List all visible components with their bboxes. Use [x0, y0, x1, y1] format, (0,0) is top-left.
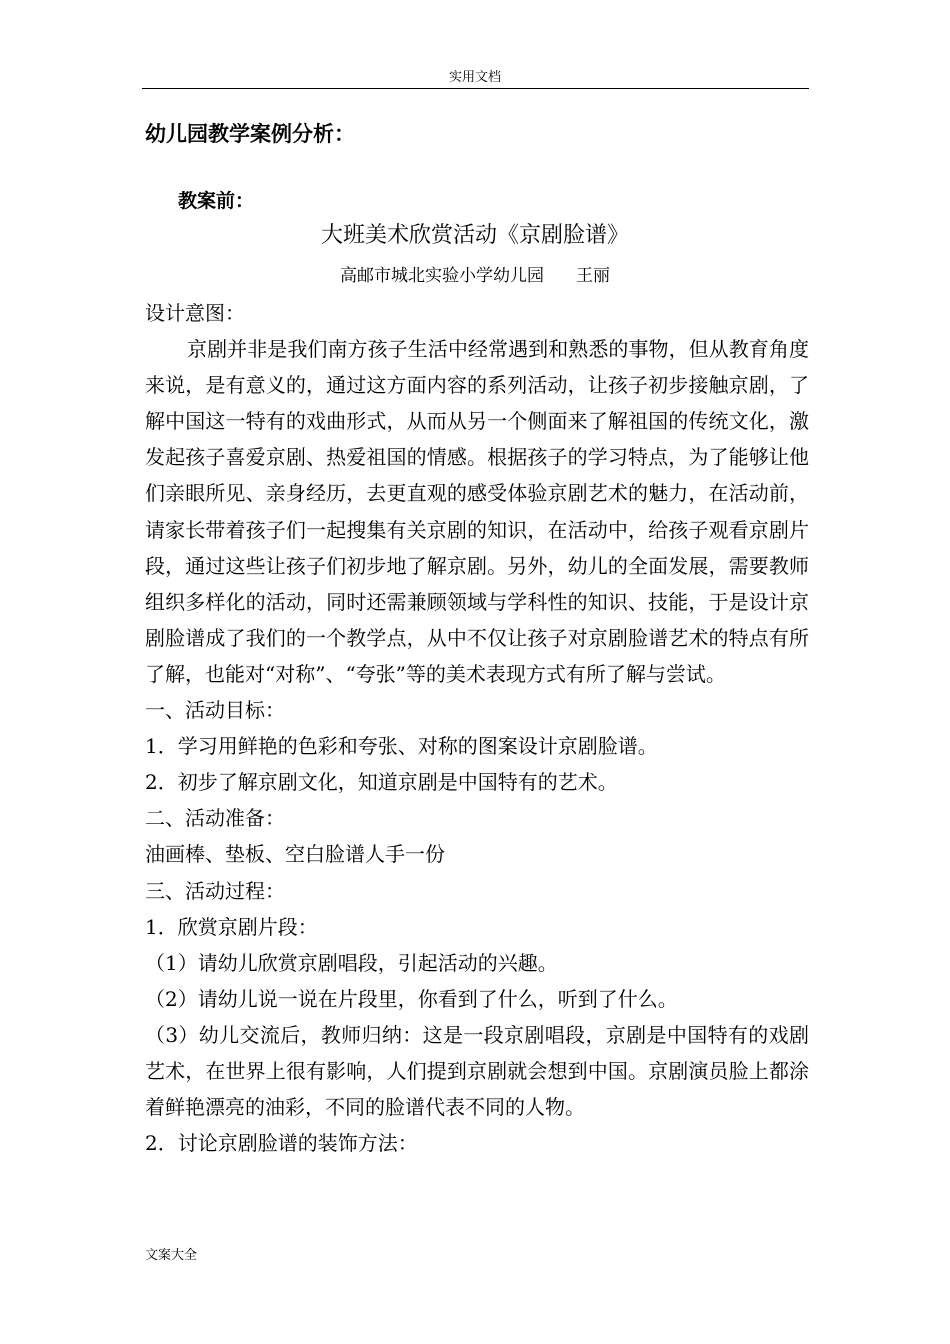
design-intent-label: 设计意图：	[145, 301, 245, 325]
step-1-item: （3）幼儿交流后，教师归纳：这是一段京剧唱段，京剧是中国特有的戏剧艺术，在世界上很有影响，人们提到京剧就会想到中国。京剧演员脸上都涂着鲜艳漂亮的油彩，不同的脸谱代表不同的人物。	[145, 1022, 809, 1120]
step-1-label: 1．欣赏京剧片段：	[145, 914, 318, 939]
document-body	[145, 295, 809, 1161]
header-divider	[142, 88, 809, 89]
author-school: 高邮市城北实验小学幼儿园	[340, 266, 544, 286]
activity-title: 大班美术欣赏活动《京剧脸谱》	[320, 223, 629, 248]
preparation-text: 油画棒、垫板、空白脸谱人手一份	[145, 842, 445, 867]
document-heading: 幼儿园教学案例分析：	[145, 122, 355, 146]
goal-item: 1．学习用鲜艳的色彩和夸张、对称的图案设计京剧脸谱。	[145, 734, 658, 759]
author-name: 王丽	[576, 266, 610, 286]
step-1-item: （2）请幼儿说一说在片段里，你看到了什么，听到了什么。	[145, 986, 678, 1011]
design-intent-paragraph: 京剧并非是我们南方孩子生活中经常遇到和熟悉的事物，但从教育角度来说，是有意义的，通过这方面内容的系列活动，让孩子初步接触京剧，了解中国这一特有的戏曲形式，从而从另一个侧面来了解祖国的传统文化，激发起孩子喜爱京剧、热爱祖国的情感。根据孩子的学习特点，为了能够让他们亲眼所见、亲身经历，去更直观的感受体验京剧艺术的魅力，在活动前，请家长带着孩子们一起搜集有关京剧的知识，在活动中，给孩子观看京剧片段，通过这些让孩子们初步地了解京剧。另外，幼儿的全面发展，需要教师组织多样化的活动，同时还需兼顾领域与学科性的知识、技能，于是设计京剧脸谱成了我们的一个教学点，从中不仅让孩子对京剧脸谱艺术的特点有所了解，也能对“对称”、“夸张”等的美术表现方式有所了解与尝试。	[145, 337, 809, 686]
process-label: 三、活动过程：	[145, 878, 285, 903]
step-2-label: 2．讨论京剧脸谱的装饰方法：	[145, 1131, 418, 1156]
page-footer-label: 文案大全	[145, 1248, 198, 1263]
goal-item: 2．初步了解京剧文化，知道京剧是中国特有的艺术。	[145, 770, 618, 795]
preparation-label: 二、活动准备：	[145, 806, 285, 831]
page-header-label: 实用文档	[448, 70, 501, 85]
author-line	[0, 264, 950, 288]
goals-label: 一、活动目标：	[145, 698, 285, 723]
step-1-item: （1）请幼儿欣赏京剧唱段，引起活动的兴趣。	[145, 950, 558, 975]
lesson-plan-subheading: 教案前：	[178, 190, 255, 212]
